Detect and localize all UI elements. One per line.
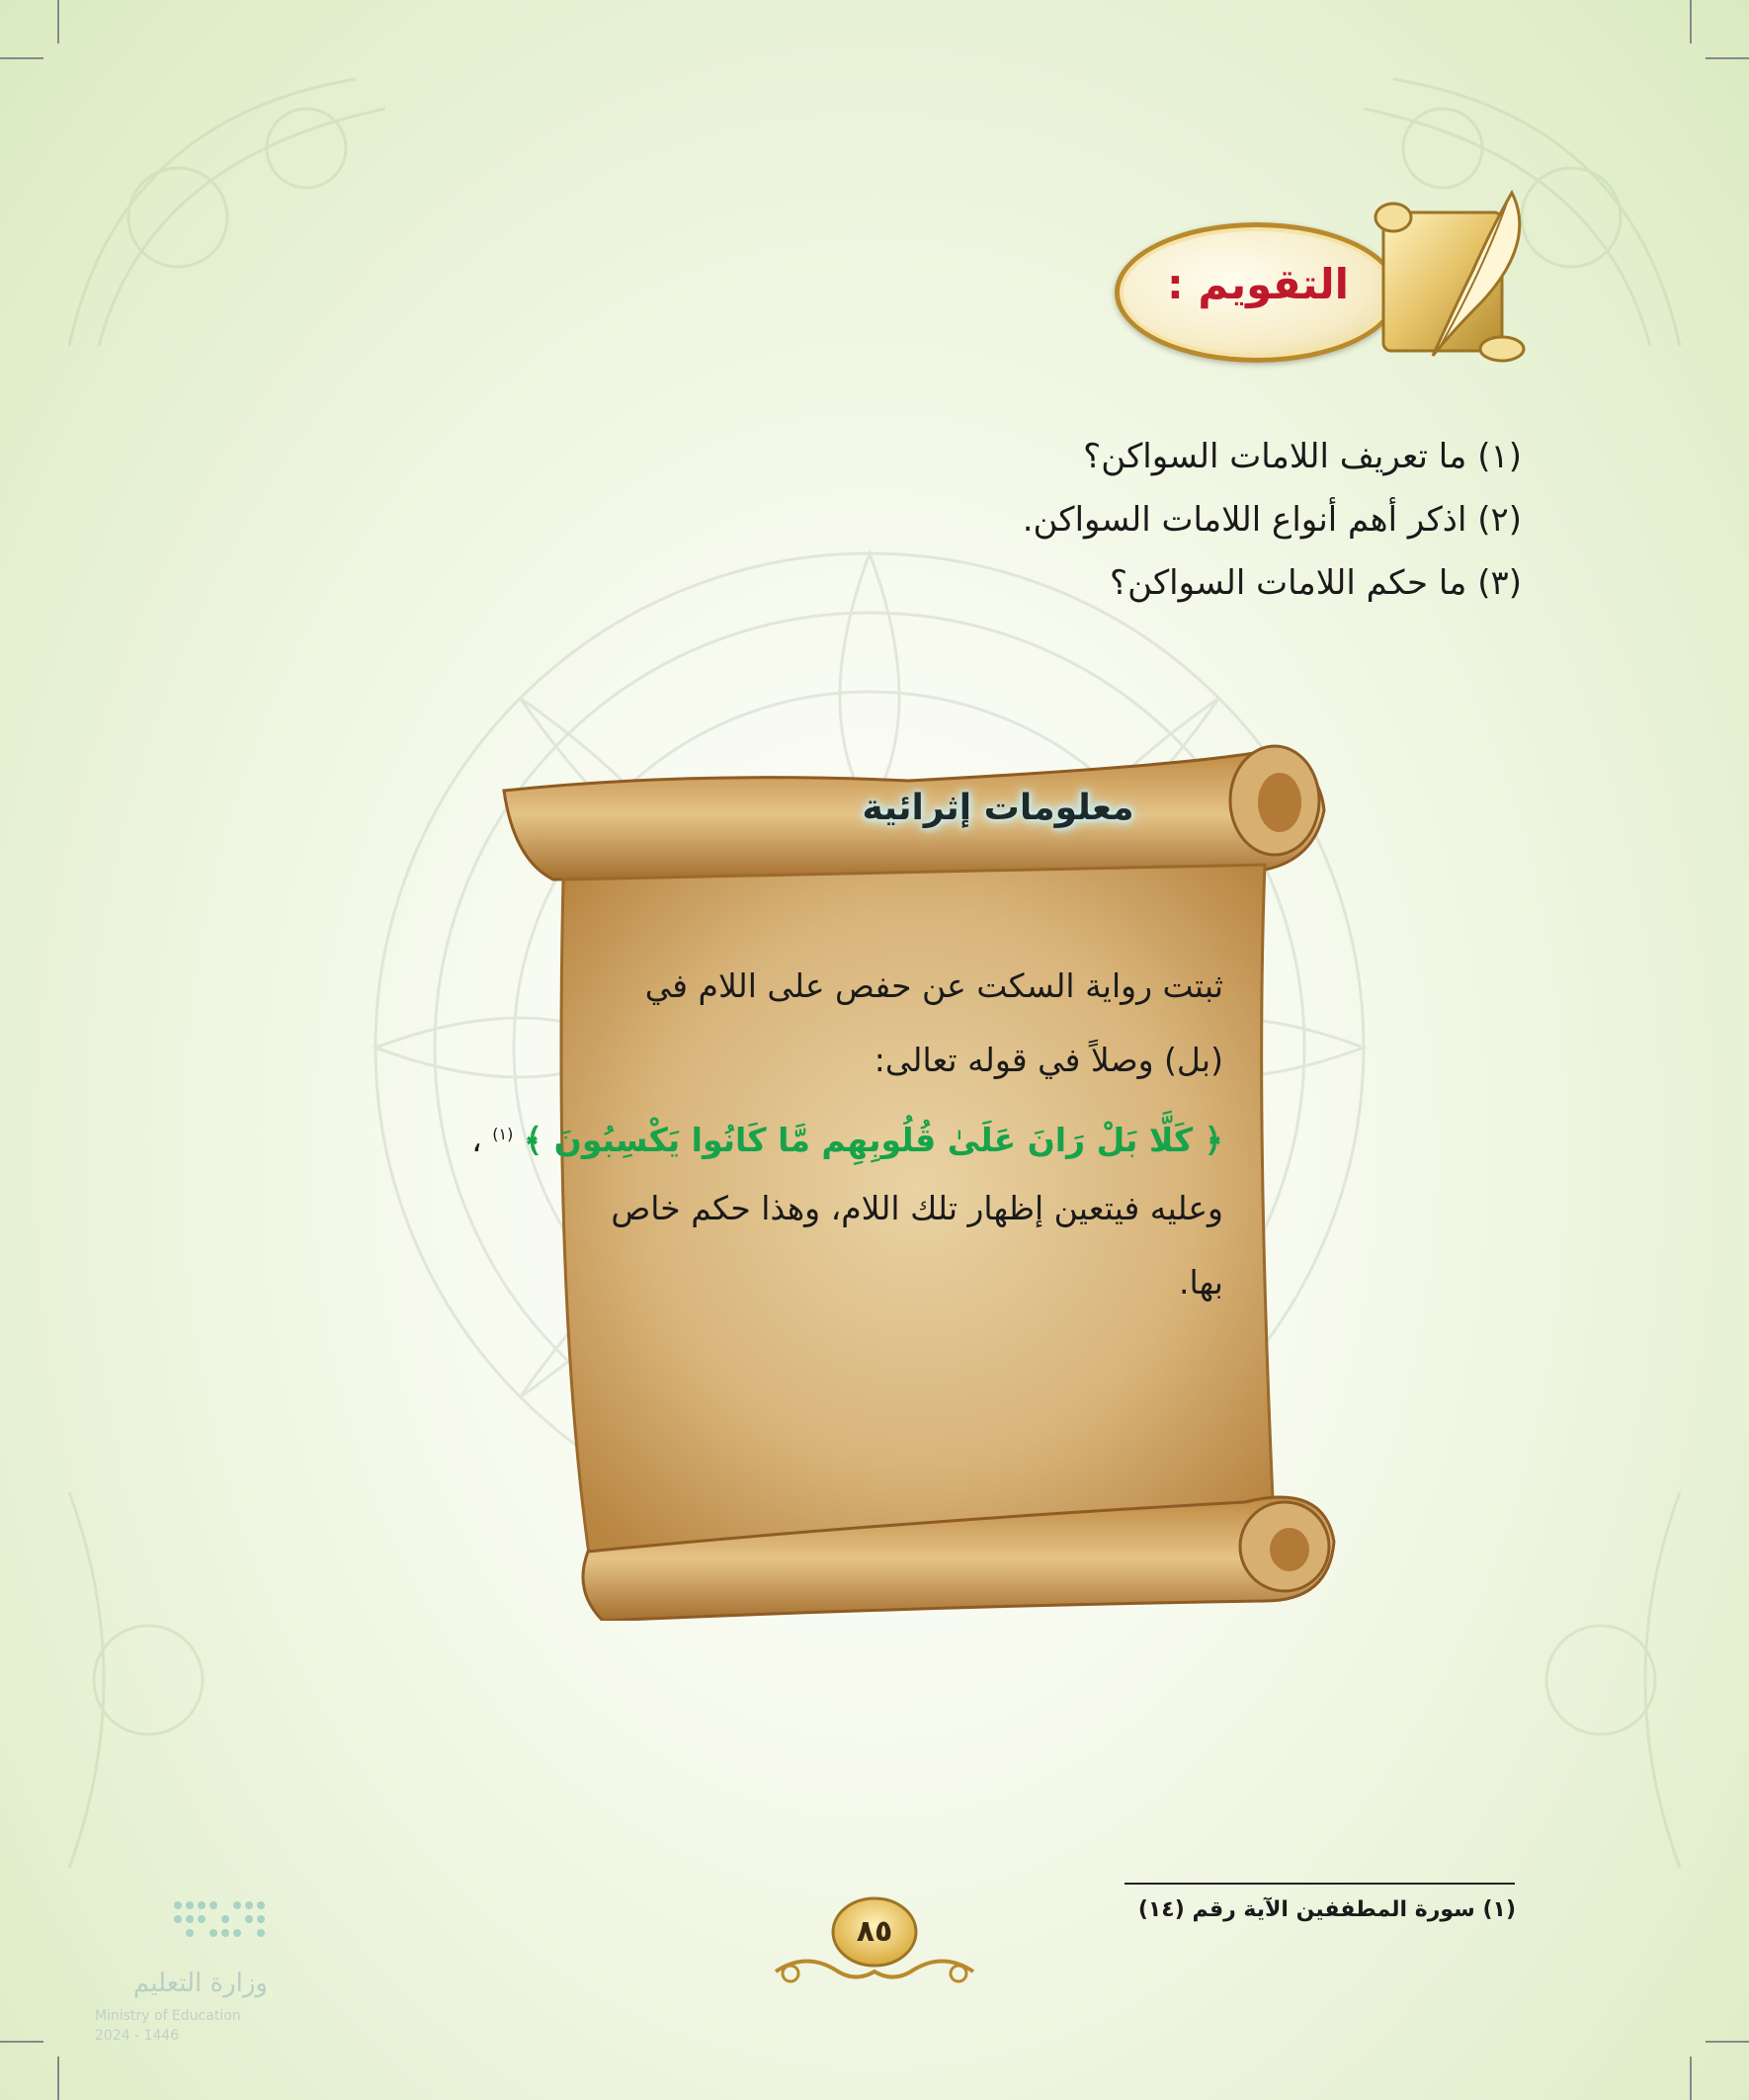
question-1: (١) ما تعريف اللامات السواكن؟: [1083, 437, 1522, 476]
ministry-logo-dots: [168, 1895, 277, 1955]
verse-tail: ،: [471, 1121, 482, 1159]
crop-mark: [1690, 2057, 1692, 2100]
ministry-name-en: Ministry of Education: [95, 2008, 241, 2024]
question-2: (٢) اذكر أهم أنواع اللامات السواكن.: [1022, 500, 1522, 540]
info-line: (بل) وصلاً في قوله تعالى:: [874, 1041, 1223, 1079]
crop-mark: [57, 0, 59, 43]
section-badge: [1115, 222, 1399, 363]
corner-ornament: [59, 59, 474, 356]
page-number: ٨٥: [856, 1914, 893, 1949]
info-line: بها.: [1179, 1263, 1223, 1302]
quran-verse: ﴿ كَلَّا بَلْ رَانَ عَلَىٰ قُلُوبِهِم مَّا كَانُوا يَكْسِبُونَ ﴾: [523, 1121, 1223, 1159]
ministry-name-ar: وزارة التعليم: [132, 1969, 268, 1998]
info-box-title: معلومات إثرائية: [862, 788, 1134, 828]
question-3: (٣) ما حكم اللامات السواكن؟: [1110, 563, 1522, 603]
corner-ornament: [59, 1482, 356, 1878]
crop-mark: [0, 57, 43, 59]
crop-mark: [1690, 0, 1692, 43]
info-box-body: [471, 949, 1223, 1319]
crop-mark: [57, 2057, 59, 2100]
info-line: وعليه فيتعين إظهار تلك اللام، وهذا حكم خاص: [611, 1189, 1223, 1227]
info-line: ثبتت رواية السكت عن حفص على اللام في: [644, 966, 1223, 1005]
ministry-year: 2024 - 1446: [95, 2028, 180, 2044]
corner-ornament: [1393, 1482, 1690, 1878]
footnote-mark: (١): [492, 1125, 514, 1143]
footnote: (١) سورة المطففين الآية رقم (١٤): [1137, 1897, 1516, 1922]
crop-mark: [0, 2041, 43, 2043]
assessment-questions: [632, 425, 1522, 615]
crop-mark: [1706, 2041, 1749, 2043]
footnote-divider: [1124, 1883, 1515, 1885]
crop-mark: [1706, 57, 1749, 59]
scroll-quill-icon: [1364, 183, 1541, 371]
section-title: التقويم :: [1167, 260, 1349, 308]
verse-line: [471, 1097, 1223, 1171]
